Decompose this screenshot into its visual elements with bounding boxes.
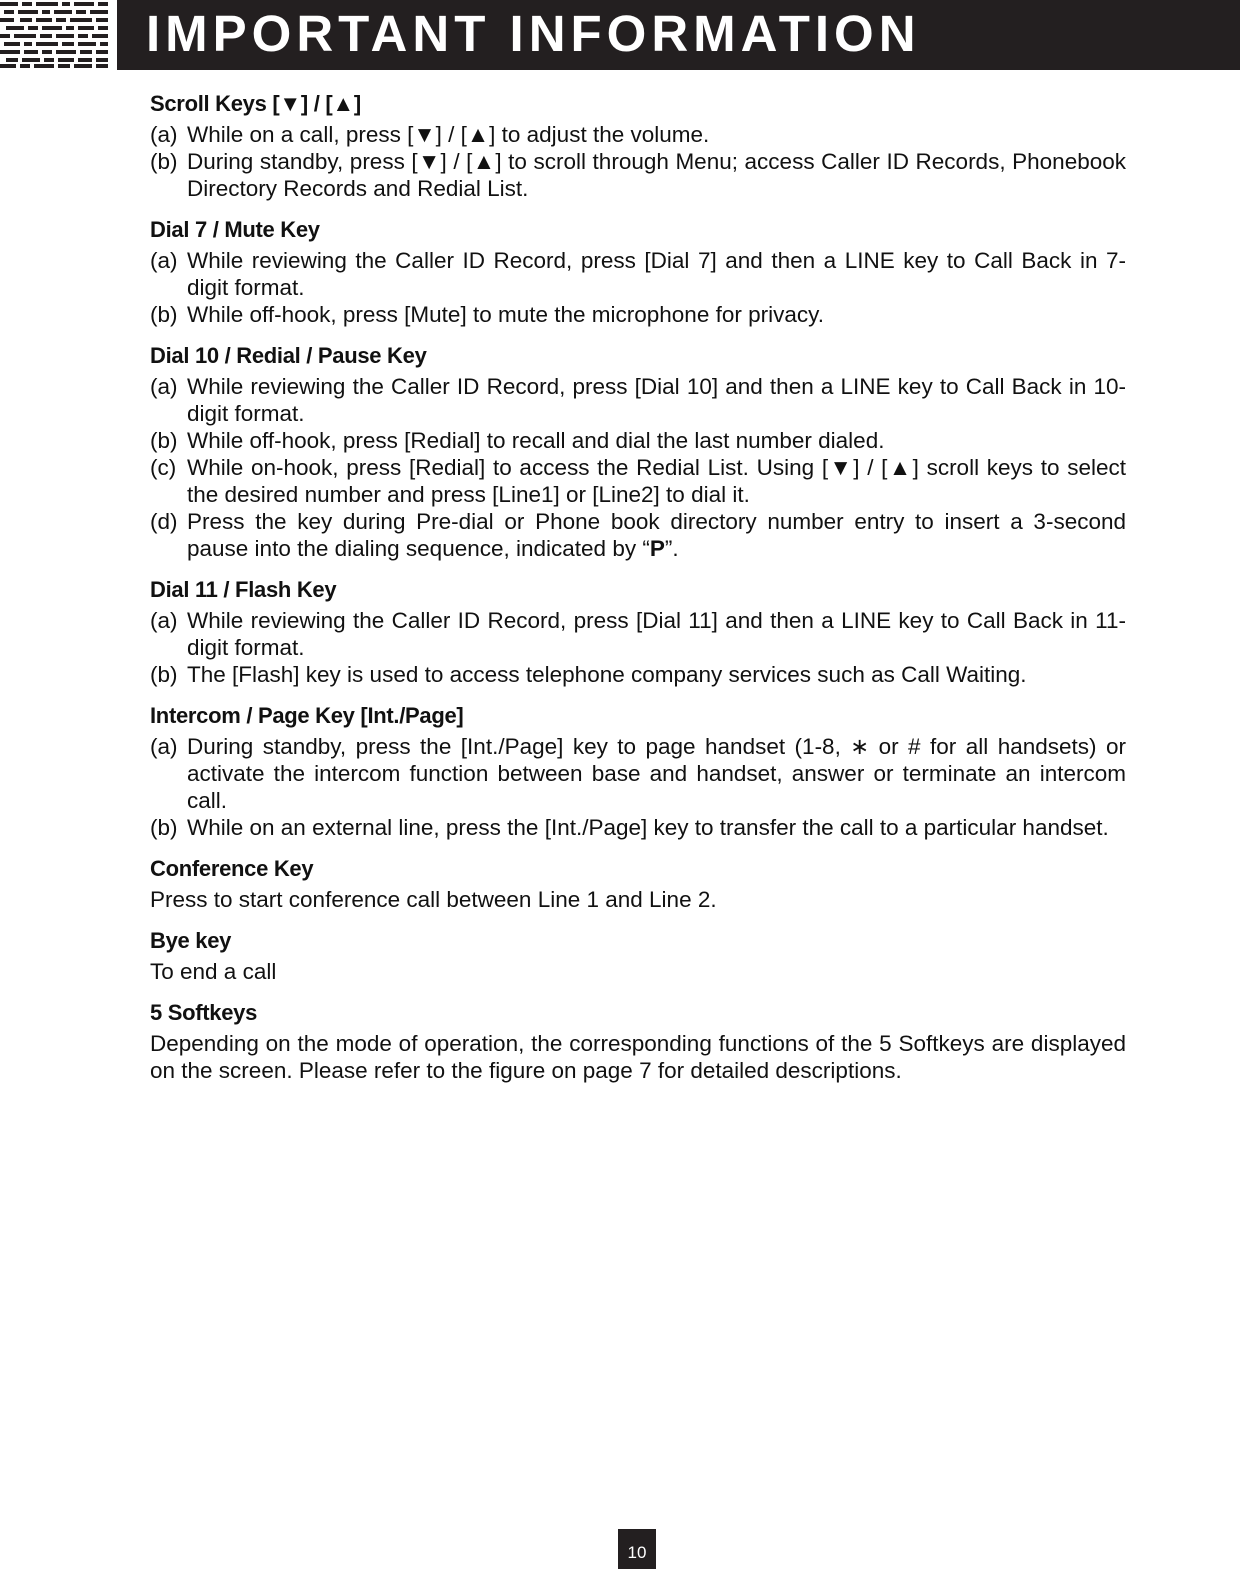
section-title: Conference Key bbox=[150, 856, 314, 881]
item-label: (a) bbox=[150, 734, 178, 759]
content bbox=[150, 90, 1126, 1098]
section-title: Bye key bbox=[150, 928, 232, 953]
item-text-before: Press the key during Pre-dial or Phone book directory number entry to insert a 3-second pause into the dialing sequence, indicated by “ bbox=[187, 509, 1126, 561]
page-title: IMPORTANT INFORMATION bbox=[146, 5, 921, 62]
item-label: (b) bbox=[150, 815, 178, 840]
section-dial11-flash bbox=[150, 576, 1126, 688]
item-label: (b) bbox=[150, 302, 178, 327]
item-label: (b) bbox=[150, 149, 178, 174]
item-label: (c) bbox=[150, 455, 177, 480]
section-intercom-page bbox=[150, 702, 1126, 841]
list-item bbox=[150, 454, 1126, 508]
item-text: While on an external line, press the [Int./Page] key to transfer the call to a particular handset. bbox=[187, 815, 1109, 840]
section-conference bbox=[150, 855, 1126, 913]
section-scroll-keys bbox=[150, 90, 1126, 202]
list-item bbox=[150, 148, 1126, 202]
pause-indicator: P bbox=[649, 536, 665, 561]
item-text: While off-hook, press [Mute] to mute the microphone for privacy. bbox=[187, 302, 824, 327]
section-title: Dial 11 / Flash Key bbox=[150, 577, 337, 602]
list-item bbox=[150, 733, 1126, 814]
item-text bbox=[187, 508, 1126, 562]
section-title: Dial 10 / Redial / Pause Key bbox=[150, 343, 427, 368]
list-item bbox=[150, 508, 1126, 562]
section-dial10-redial-pause bbox=[150, 342, 1126, 562]
section-title: Scroll Keys [▼] / [▲] bbox=[150, 91, 361, 116]
list-item bbox=[150, 661, 1126, 688]
corner-dot-pattern bbox=[0, 0, 110, 70]
list-item bbox=[150, 607, 1126, 661]
item-label: (b) bbox=[150, 428, 178, 453]
section-title: 5 Softkeys bbox=[150, 1000, 258, 1025]
section-dial7-mute bbox=[150, 216, 1126, 328]
section-text: Depending on the mode of operation, the corresponding functions of the 5 Softkeys are displayed on the screen. Please refer to the figure on page 7 for detailed descriptions. bbox=[150, 1031, 1126, 1083]
item-text: During standby, press the [Int./Page] key to page handset (1-8, ∗ or # for all handsets) or activate the intercom function between base and handset, answer or terminate an intercom call. bbox=[187, 734, 1126, 813]
list-item bbox=[150, 814, 1126, 841]
list-item bbox=[150, 247, 1126, 301]
item-label: (a) bbox=[150, 608, 178, 633]
section-title: Dial 7 / Mute Key bbox=[150, 217, 320, 242]
list-item bbox=[150, 373, 1126, 427]
item-text: During standby, press [▼] / [▲] to scroll through Menu; access Caller ID Records, Phonebook Directory Records and Redial List. bbox=[187, 149, 1126, 201]
list-item bbox=[150, 301, 1126, 328]
item-label: (d) bbox=[150, 509, 178, 534]
item-label: (a) bbox=[150, 248, 178, 273]
section-text: To end a call bbox=[150, 959, 277, 984]
item-label: (b) bbox=[150, 662, 178, 687]
list-item bbox=[150, 121, 1126, 148]
item-text-after: ”. bbox=[664, 536, 679, 561]
item-label: (a) bbox=[150, 374, 178, 399]
list-item bbox=[150, 427, 1126, 454]
page-number: 10 bbox=[618, 1529, 656, 1569]
item-label: (a) bbox=[150, 122, 178, 147]
item-text: While off-hook, press [Redial] to recall and dial the last number dialed. bbox=[187, 428, 885, 453]
item-text: The [Flash] key is used to access telephone company services such as Call Waiting. bbox=[187, 662, 1027, 687]
item-text: While reviewing the Caller ID Record, press [Dial 11] and then a LINE key to Call Back in 11-digit format. bbox=[187, 608, 1126, 660]
section-title: Intercom / Page Key [Int./Page] bbox=[150, 703, 464, 728]
item-text: While reviewing the Caller ID Record, press [Dial 10] and then a LINE key to Call Back in 10-digit format. bbox=[187, 374, 1126, 426]
item-text: While reviewing the Caller ID Record, press [Dial 7] and then a LINE key to Call Back in 7-digit format. bbox=[187, 248, 1126, 300]
section-text: Press to start conference call between Line 1 and Line 2. bbox=[150, 887, 717, 912]
section-softkeys bbox=[150, 999, 1126, 1084]
item-text: While on-hook, press [Redial] to access the Redial List. Using [▼] / [▲] scroll keys to select the desired number and press [Line1] or [Line2] to dial it. bbox=[187, 455, 1126, 507]
item-text: While on a call, press [▼] / [▲] to adjust the volume. bbox=[187, 122, 710, 147]
section-bye bbox=[150, 927, 1126, 985]
